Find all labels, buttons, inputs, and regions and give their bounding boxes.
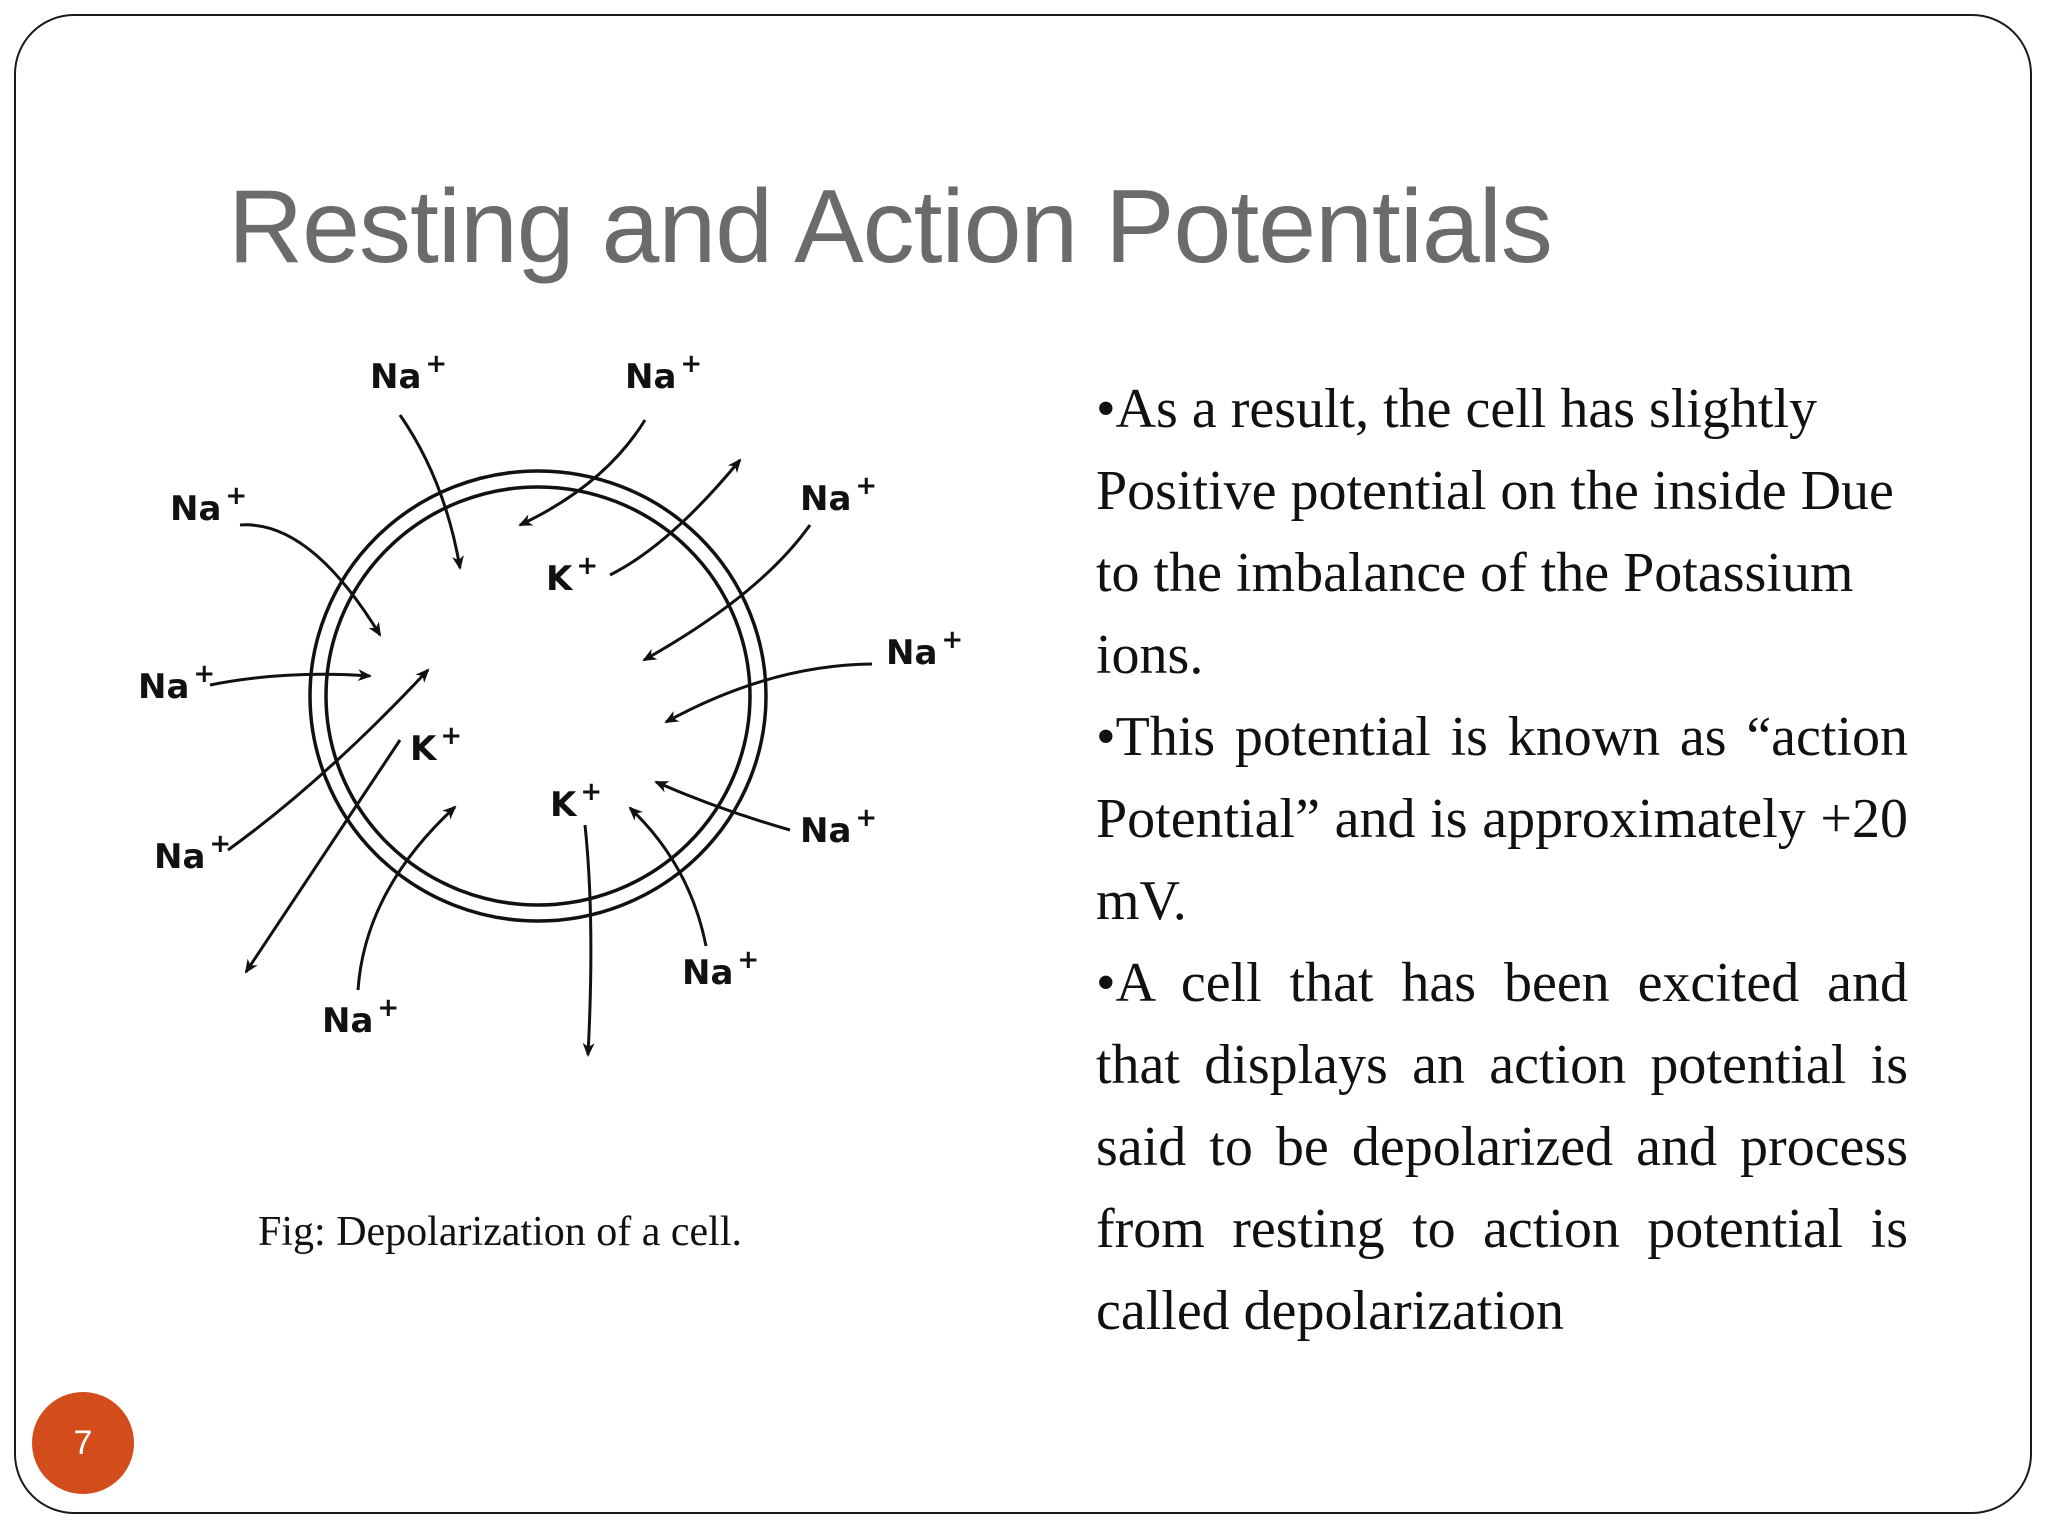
cell-membrane-inner [326, 487, 750, 905]
svg-text:K+ [410, 721, 462, 769]
bullet-item: •A cell that has been excited and that displays an action potential is said to be depolarized and process from resting to action potential is called depolarization [1096, 952, 1908, 1342]
ion-label-na: Na [370, 357, 422, 397]
ion-charge-plus: + [580, 777, 603, 807]
ion-charge-plus: + [225, 481, 248, 511]
ion-label-na: Na [170, 489, 222, 529]
svg-text:Na+ [370, 349, 447, 397]
cell-membrane-outer [310, 471, 766, 921]
svg-text:Na+ [170, 481, 247, 529]
ion-label-k: K [550, 785, 577, 825]
arrow-na-right-upper-in [644, 525, 810, 660]
ion-charge-plus: + [855, 471, 878, 501]
ion-label-na: Na [886, 633, 938, 673]
arrow-na-right-in [666, 664, 872, 722]
ion-label-na: Na [138, 667, 190, 707]
cell-diagram [110, 320, 990, 1120]
svg-text:Na+ [154, 829, 231, 877]
svg-text:Na+ [322, 993, 399, 1041]
ion-label-na: Na [154, 837, 206, 877]
svg-text:Na+ [886, 625, 963, 673]
ion-charge-plus: + [440, 721, 463, 751]
arrow-na-top-left-in [400, 415, 460, 568]
ion-charge-plus: + [193, 659, 216, 689]
arrow-k-out-bottom [585, 825, 591, 1055]
ion-charge-plus: + [377, 993, 400, 1023]
ion-charge-plus: + [576, 551, 599, 581]
bullet-list [1096, 368, 1908, 1352]
svg-text:Na+ [800, 471, 877, 519]
ion-charge-plus: + [941, 625, 964, 655]
ion-label-k: K [410, 729, 437, 769]
ion-label-na: Na [625, 357, 677, 397]
ion-charge-plus: + [680, 349, 703, 379]
ion-charge-plus: + [425, 349, 448, 379]
svg-text:Na+ [682, 945, 759, 993]
ion-charge-plus: + [855, 803, 878, 833]
ion-charge-plus: + [209, 829, 232, 859]
svg-text:K+ [546, 551, 598, 599]
ion-label-na: Na [800, 811, 852, 851]
bullet-item: •This potential is known as “action Potential” and is approximately +20 mV. [1096, 706, 1908, 932]
ion-label-na: Na [322, 1001, 374, 1041]
figure-caption: Fig: Depolarization of a cell. [258, 1209, 743, 1255]
svg-text:Na+ [138, 659, 215, 707]
ion-charge-plus: + [737, 945, 760, 975]
arrow-na-top-left-outer-in [240, 525, 380, 635]
depolarization-figure [110, 320, 990, 1120]
page-number-badge: 7 [32, 1392, 134, 1494]
bullet-item: •As a result, the cell has slightly Positive potential on the inside Due to the imbalance of the Potassium ions. [1096, 378, 1894, 686]
svg-text:K+ [550, 777, 602, 825]
slide-title: Resting and Action Potentials [228, 169, 1552, 285]
ion-label-na: Na [682, 953, 734, 993]
arrow-na-right-lower-in [656, 782, 790, 830]
ion-label-k: K [546, 559, 573, 599]
arrow-na-left-in [210, 674, 370, 685]
arrow-na-left-lower-in [228, 670, 428, 850]
svg-text:Na+ [800, 803, 877, 851]
ion-label-na: Na [800, 479, 852, 519]
svg-text:Na+ [625, 349, 702, 397]
